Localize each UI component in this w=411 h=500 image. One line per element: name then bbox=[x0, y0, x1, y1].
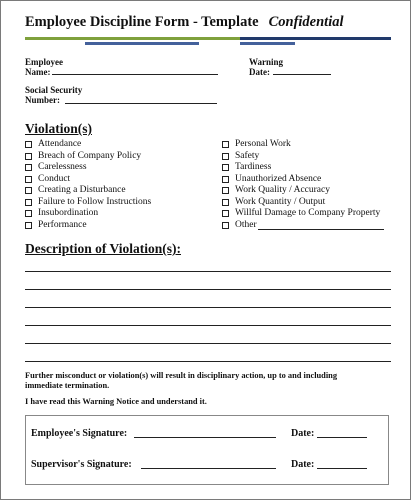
description-line[interactable] bbox=[25, 271, 391, 272]
checkbox[interactable] bbox=[222, 164, 229, 171]
employee-name-field[interactable] bbox=[52, 65, 218, 75]
supervisor-signature-label: Supervisor's Signature: bbox=[31, 459, 132, 470]
header-bar-blue-2 bbox=[240, 42, 295, 45]
violation-item[interactable]: Conduct bbox=[25, 174, 151, 186]
violation-item[interactable]: Work Quantity / Output bbox=[222, 197, 384, 209]
header-bar-blue bbox=[85, 42, 199, 45]
other-field[interactable] bbox=[258, 220, 384, 230]
supervisor-date-field[interactable] bbox=[317, 459, 367, 469]
warning-date-label: Warning Date: bbox=[249, 57, 284, 77]
checkbox[interactable] bbox=[222, 153, 229, 160]
warning-date-field[interactable] bbox=[273, 65, 331, 75]
checkbox[interactable] bbox=[222, 222, 229, 229]
form-title: Employee Discipline Form - Template bbox=[25, 14, 259, 30]
violation-item[interactable]: Tardiness bbox=[222, 162, 384, 174]
warning-notice: Further misconduct or violation(s) will result in disciplinary action, up to and including immediate termination. bbox=[25, 371, 338, 390]
description-line[interactable] bbox=[25, 361, 391, 362]
violation-item[interactable]: Personal Work bbox=[222, 139, 384, 151]
violation-item[interactable]: Safety bbox=[222, 151, 384, 163]
description-line[interactable] bbox=[25, 307, 391, 308]
violations-right-list bbox=[222, 139, 384, 231]
description-heading: Description of Violation(s): bbox=[25, 241, 181, 256]
violation-item[interactable]: Performance bbox=[25, 220, 151, 232]
checkbox[interactable] bbox=[25, 210, 32, 217]
checkbox[interactable] bbox=[25, 222, 32, 229]
ssn-field[interactable] bbox=[65, 94, 217, 104]
employee-name-label: Employee Name: bbox=[25, 57, 63, 77]
checkbox[interactable] bbox=[222, 199, 229, 206]
supervisor-signature-field[interactable] bbox=[141, 459, 276, 469]
checkbox[interactable] bbox=[222, 210, 229, 217]
checkbox[interactable] bbox=[25, 153, 32, 160]
violation-item[interactable]: Breach of Company Policy bbox=[25, 151, 151, 163]
description-line[interactable] bbox=[25, 325, 391, 326]
checkbox[interactable] bbox=[25, 164, 32, 171]
violation-item-other[interactable]: Other bbox=[222, 220, 384, 232]
violation-item[interactable]: Attendance bbox=[25, 139, 151, 151]
supervisor-date-label: Date: bbox=[291, 459, 315, 470]
violation-item[interactable]: Willful Damage to Company Property bbox=[222, 208, 384, 220]
violation-item[interactable]: Unauthorized Absence bbox=[222, 174, 384, 186]
checkbox[interactable] bbox=[222, 176, 229, 183]
violation-item[interactable]: Creating a Disturbance bbox=[25, 185, 151, 197]
header-bar-green bbox=[25, 37, 240, 40]
checkbox[interactable] bbox=[25, 199, 32, 206]
employee-signature-label: Employee's Signature: bbox=[31, 428, 128, 439]
employee-date-field[interactable] bbox=[317, 428, 367, 438]
header-bar-navy bbox=[240, 37, 391, 40]
description-line[interactable] bbox=[25, 343, 391, 344]
violation-item[interactable]: Insubordination bbox=[25, 208, 151, 220]
ssn-label: Social Security Number: bbox=[25, 85, 83, 105]
acknowledge-text: I have read this Warning Notice and understand it. bbox=[25, 397, 207, 406]
confidential-label: Confidential bbox=[268, 14, 344, 30]
violation-item[interactable]: Failure to Follow Instructions bbox=[25, 197, 151, 209]
violation-item[interactable]: Work Quality / Accuracy bbox=[222, 185, 384, 197]
checkbox[interactable] bbox=[25, 187, 32, 194]
page-title bbox=[25, 14, 344, 31]
employee-signature-field[interactable] bbox=[134, 428, 276, 438]
checkbox[interactable] bbox=[222, 141, 229, 148]
violation-item[interactable]: Carelessness bbox=[25, 162, 151, 174]
checkbox[interactable] bbox=[25, 141, 32, 148]
signature-box bbox=[25, 415, 389, 485]
checkbox[interactable] bbox=[222, 187, 229, 194]
description-line[interactable] bbox=[25, 289, 391, 290]
violations-heading: Violation(s) bbox=[25, 121, 92, 136]
employee-date-label: Date: bbox=[291, 428, 315, 439]
checkbox[interactable] bbox=[25, 176, 32, 183]
violations-left-list bbox=[25, 139, 151, 231]
